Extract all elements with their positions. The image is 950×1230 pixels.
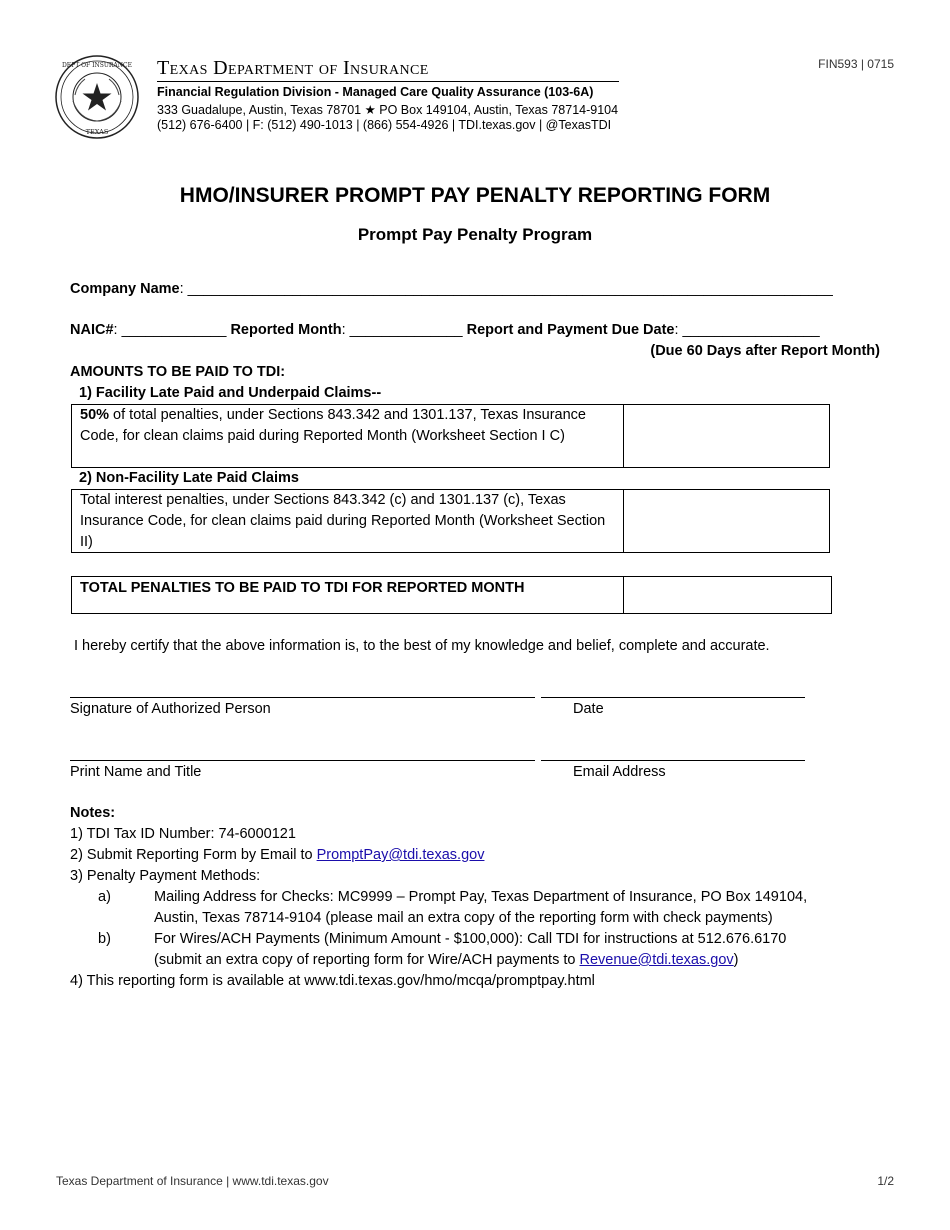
reported-month-label: Reported Month <box>230 322 342 338</box>
signature-line[interactable] <box>70 697 535 698</box>
note-3b-marker: b) <box>98 931 111 947</box>
company-name-blank[interactable]: : ________________________________________________________________________________ <box>179 281 833 297</box>
svg-text:DEPT OF INSURANCE: DEPT OF INSURANCE <box>62 62 132 69</box>
certification-text: I hereby certify that the above information is, to the best of my knowledge and belief, complete and accurate. <box>74 638 770 654</box>
address-line: 333 Guadalupe, Austin, Texas 78701 ★ PO Box 149104, Austin, Texas 78714-9104 <box>157 103 619 117</box>
print-name-label: Print Name and Title <box>70 764 202 780</box>
date-line[interactable] <box>541 697 805 698</box>
page-number: 1/2 <box>877 1174 894 1188</box>
email-label: Email Address <box>573 764 666 780</box>
due-date-label: Report and Payment Due Date <box>466 322 675 338</box>
svg-text:TEXAS: TEXAS <box>85 128 109 136</box>
note-3b-line2 <box>154 952 739 968</box>
agency-rule <box>157 81 619 82</box>
revenue-email-link[interactable]: Revenue@tdi.texas.gov <box>579 952 734 968</box>
due-date-blank[interactable]: : _________________ <box>674 322 820 338</box>
agency-name: Texas Department of Insurance <box>157 57 429 79</box>
section1-box <box>71 404 830 468</box>
section2-amount-input[interactable] <box>624 490 829 552</box>
amounts-heading: AMOUNTS TO BE PAID TO TDI: <box>70 364 286 380</box>
note-submit-prefix: 2) Submit Reporting Form by Email to <box>70 847 317 863</box>
form-subtitle: Prompt Pay Penalty Program <box>357 225 593 244</box>
note-3a-line1: Mailing Address for Checks: MC9999 – Prompt Pay, Texas Department of Insurance, PO Box 149104, <box>154 889 808 905</box>
note-submit-email <box>70 847 484 863</box>
promptpay-email-link[interactable]: PromptPay@tdi.texas.gov <box>316 847 485 863</box>
contact-line: (512) 676-6400 | F: (512) 490-1013 | (866) 554-4926 | TDI.texas.gov | @TexasTDI <box>157 118 612 132</box>
section1-text: of total penalties, under Sections 843.342 and 1301.137, Texas Insurance Code, for clean claims paid during Reported Month (Worksheet Section I C) <box>80 407 586 444</box>
section2-description: Total interest penalties, under Sections 843.342 (c) and 1301.137 (c), Texas Insurance Code, for clean claims paid during Reported Month (Worksheet Section II) <box>80 492 606 550</box>
division-line: Financial Regulation Division - Managed Care Quality Assurance (103-6A) <box>157 85 594 99</box>
footer-agency: Texas Department of Insurance | www.tdi.texas.gov <box>56 1174 329 1188</box>
signature-label: Signature of Authorized Person <box>70 701 271 717</box>
note-form-url: 4) This reporting form is available at www.tdi.texas.gov/hmo/mcqa/promptpay.html <box>70 973 595 989</box>
email-line[interactable] <box>541 760 805 761</box>
notes-heading: Notes: <box>70 805 116 821</box>
note-3b-prefix: (submit an extra copy of reporting form for Wire/ACH payments to <box>154 952 580 968</box>
note-3a-marker: a) <box>98 889 111 905</box>
note-3a-line2: Austin, Texas 78714-9104 (please mail an extra copy of the reporting form with check payments) <box>154 910 773 926</box>
print-name-line[interactable] <box>70 760 535 761</box>
date-label: Date <box>573 701 604 717</box>
company-name-field[interactable] <box>70 281 833 297</box>
note-payment-methods: 3) Penalty Payment Methods: <box>70 868 261 884</box>
naic-row <box>70 322 820 338</box>
section1-title: 1) Facility Late Paid and Underpaid Claims-- <box>79 385 382 401</box>
form-title: HMO/INSURER PROMPT PAY PENALTY REPORTING FORM <box>179 184 771 207</box>
note-3b-suffix: ) <box>733 952 739 968</box>
note-3b-line1: For Wires/ACH Payments (Minimum Amount - $100,000): Call TDI for instructions at 512.676.6170 <box>154 931 787 947</box>
total-amount-input[interactable] <box>624 577 831 613</box>
total-label: TOTAL PENALTIES TO BE PAID TO TDI FOR REPORTED MONTH <box>80 580 525 596</box>
total-box <box>71 576 832 614</box>
due-date-note: (Due 60 Days after Report Month) <box>650 343 880 359</box>
section2-title: 2) Non-Facility Late Paid Claims <box>79 470 299 486</box>
section1-description <box>80 405 620 447</box>
company-name-label: Company Name <box>70 281 180 297</box>
tdi-seal-logo <box>55 55 139 139</box>
naic-blank[interactable]: : _____________ <box>113 322 227 338</box>
section1-amount-input[interactable] <box>624 405 829 467</box>
naic-label: NAIC# <box>70 322 114 338</box>
form-number: FIN593 | 0715 <box>818 57 894 71</box>
reported-month-blank[interactable]: : ______________ <box>341 322 463 338</box>
section2-box <box>71 489 830 553</box>
section1-percent: 50% <box>80 407 110 423</box>
note-tax-id: 1) TDI Tax ID Number: 74-6000121 <box>70 826 296 842</box>
